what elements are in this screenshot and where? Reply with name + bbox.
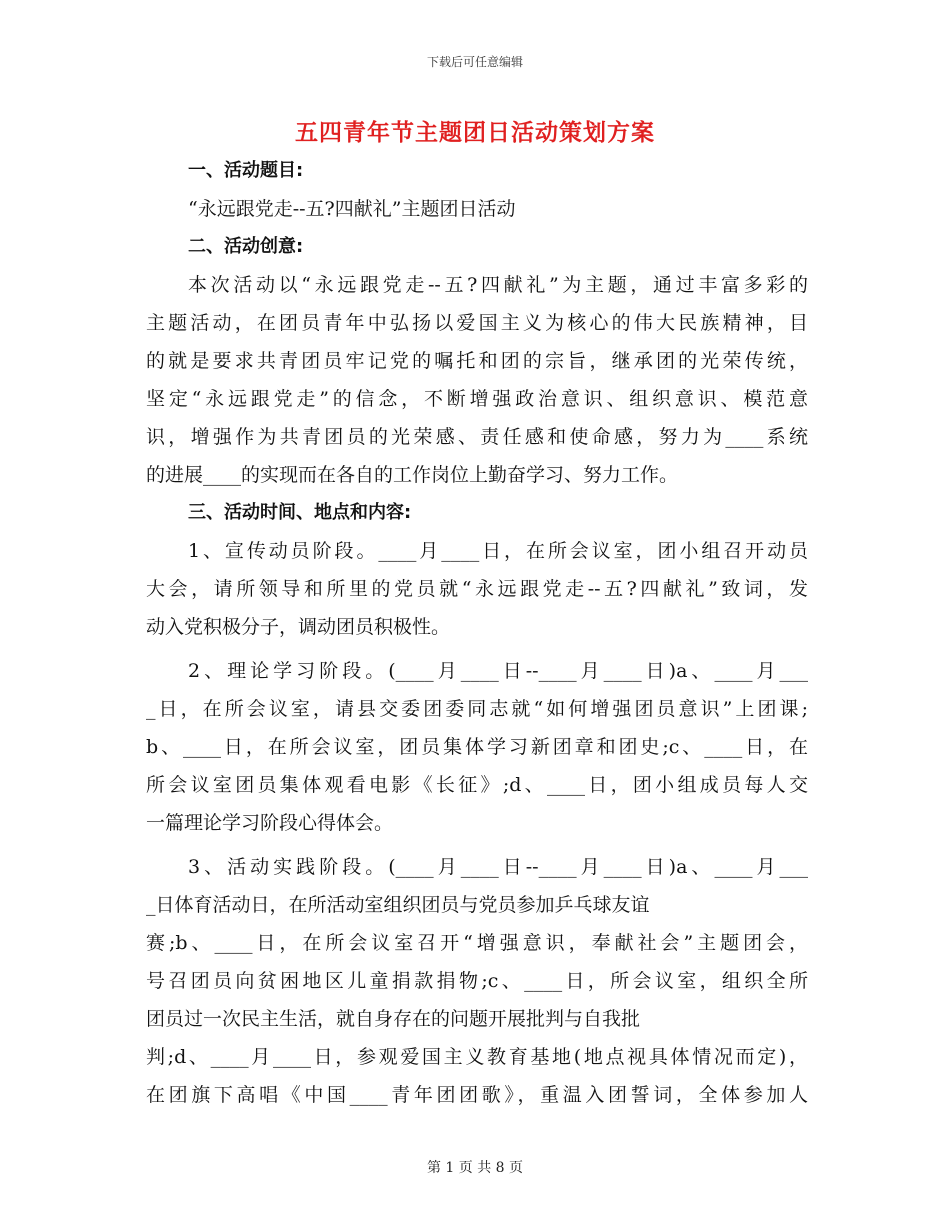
document-title: 五四青年节主题团日活动策划方案 bbox=[295, 120, 655, 146]
paragraph-line: 的进展____的实现而在各自的工作岗位上勤奋学习、努力工作。 bbox=[146, 464, 679, 486]
section-heading-schedule: 三、活动时间、地点和内容: bbox=[188, 502, 412, 523]
paragraph-line: 赛;b、____日，在所会议室召开“增强意识，奉献社会”主题团会， bbox=[146, 932, 808, 954]
paragraph-line: 号召团员向贫困地区儿童捐款捐物;c、____日，所会议室，组织全所 bbox=[146, 970, 808, 992]
paragraph-line: 动入党积极分子，调动团员积极性。 bbox=[146, 616, 451, 638]
paragraph-line: 主题活动，在团员青年中弘扬以爱国主义为核心的伟大民族精神，目 bbox=[146, 312, 808, 334]
paragraph-line: 的就是要求共青团员牢记党的嘱托和团的宗旨，继承团的光荣传统， bbox=[146, 350, 808, 372]
document-body bbox=[146, 152, 808, 1114]
paragraph-line: 坚定“永远跟党走”的信念，不断增强政治意识、组织意识、模范意 bbox=[146, 388, 808, 410]
topic-text: “永远跟党走--五?四献礼”主题团日活动 bbox=[188, 198, 516, 220]
paragraph-line: 一篇理论学习阶段心得体会。 bbox=[146, 812, 394, 834]
paragraph-line: 判;d、____月____日，参观爱国主义教育基地(地点视具体情况而定)， bbox=[146, 1046, 808, 1068]
section-heading-idea: 二、活动创意: bbox=[188, 236, 304, 257]
paragraph-line: 本次活动以“永远跟党走--五?四献礼”为主题，通过丰富多彩的 bbox=[188, 274, 808, 296]
paragraph-line: 识，增强作为共青团员的光荣感、责任感和使命感，努力为____系统 bbox=[146, 426, 808, 448]
paragraph-line: 所会议室团员集体观看电影《长征》;d、____日，团小组成员每人交 bbox=[146, 774, 808, 796]
page-number: 第 1 页 共 8 页 bbox=[426, 1160, 524, 1176]
paragraph-line: 在团旗下高唱《中国____青年团团歌》，重温入团誓词，全体参加人 bbox=[146, 1084, 808, 1106]
paragraph-line: 团员过一次民主生活，就自身存在的问题开展批判与自我批 bbox=[146, 1008, 641, 1030]
page-header-note: 下载后可任意编辑 bbox=[426, 55, 523, 69]
paragraph-line: 1、宣传动员阶段。____月____日，在所会议室，团小组召开动员 bbox=[188, 540, 808, 562]
paragraph-line: 大会，请所领导和所里的党员就“永远跟党走--五?四献礼”致词，发 bbox=[146, 578, 808, 600]
paragraph-line: _日，在所会议室，请县交委团委同志就“如何增强团员意识”上团课; bbox=[146, 698, 808, 720]
paragraph-line: 3、活动实践阶段。(____月____日--____月____日)a、____月___ bbox=[188, 856, 808, 878]
paragraph-line: b、____日，在所会议室，团员集体学习新团章和团史;c、____日，在 bbox=[146, 736, 808, 758]
section-heading-topic: 一、活动题目: bbox=[188, 160, 304, 181]
paragraph-line: 2、理论学习阶段。(____月____日--____月____日)a、____月___ bbox=[188, 660, 808, 682]
paragraph-line: _日体育活动日，在所活动室组织团员与党员参加乒乓球友谊 bbox=[146, 894, 650, 916]
